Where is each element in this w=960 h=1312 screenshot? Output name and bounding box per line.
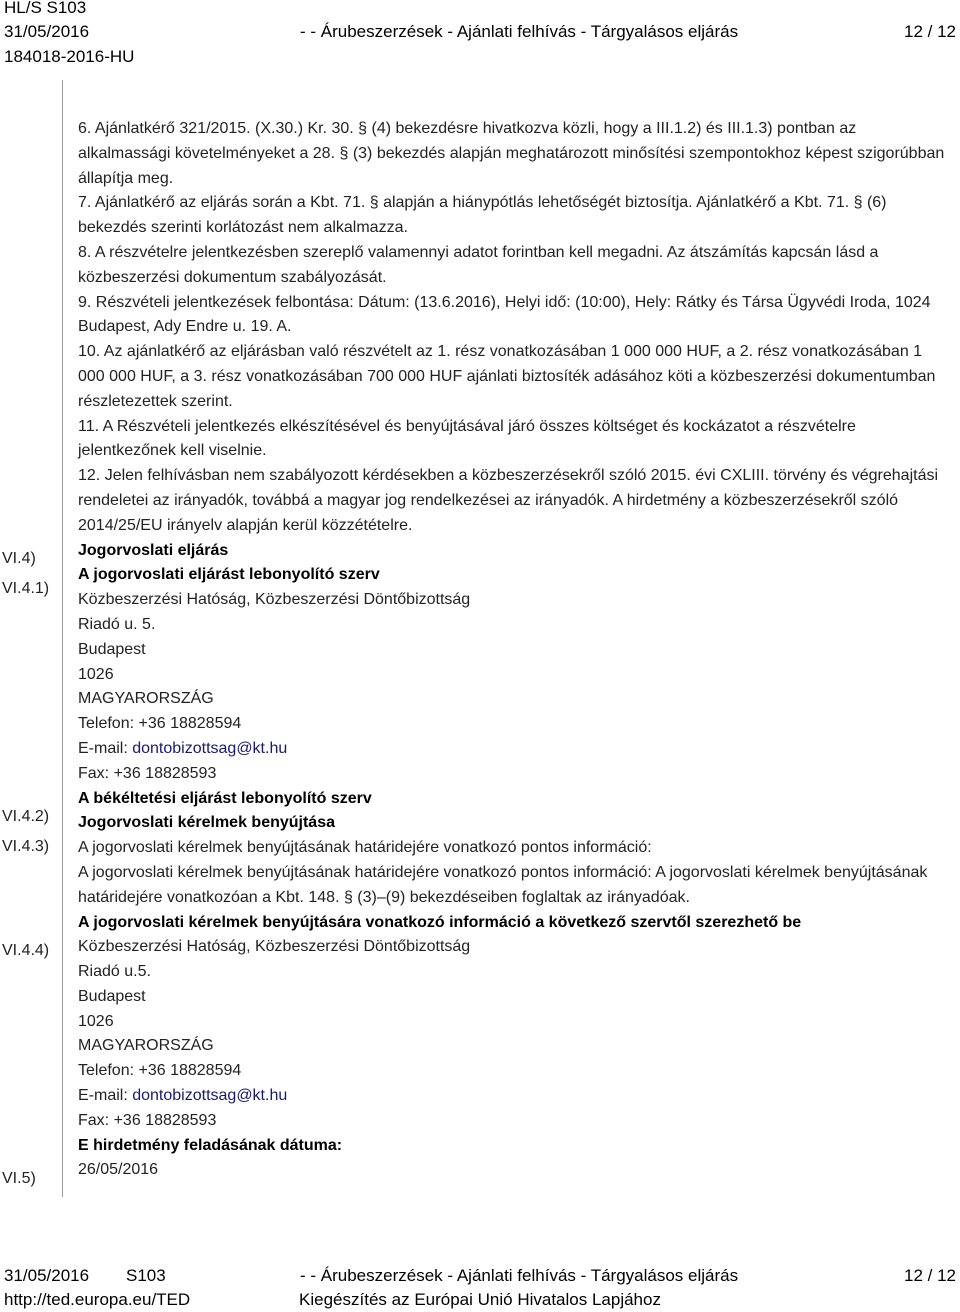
fax-label: Fax:: [78, 764, 110, 782]
section-title-vi4: Jogorvoslati eljárás: [78, 541, 229, 559]
info-body-city: Budapest: [78, 987, 146, 1005]
review-body-fax: [78, 762, 950, 787]
section-number-vi41: VI.4.1): [2, 580, 50, 597]
phone-label: Telefon:: [78, 715, 135, 733]
section-number-vi43: VI.4.3): [2, 838, 50, 855]
header-date: 31/05/2016: [4, 22, 90, 41]
fax-value: +36 18828593: [113, 1111, 217, 1129]
email-link[interactable]: dontobizottsag@kt.hu: [132, 1087, 288, 1105]
section-number-vi42: VI.4.2): [2, 808, 50, 825]
footer-date: 31/05/2016: [4, 1266, 90, 1285]
footer-page-number: 12 / 12: [904, 1266, 956, 1285]
email-link[interactable]: dontobizottsag@kt.hu: [132, 739, 288, 757]
review-body-city: Budapest: [78, 640, 146, 658]
section-number-vi44: VI.4.4): [2, 942, 50, 959]
info-body-country: MAGYARORSZÁG: [78, 1037, 214, 1055]
info-body-email: [78, 1084, 950, 1109]
review-deadline-line1: A jogorvoslati kérelmek benyújtásának határidejére vonatkozó pontos információ:: [78, 839, 652, 857]
review-body-street: Riadó u. 5.: [78, 615, 156, 633]
footer-title: - - Árubeszerzések - Ajánlati felhívás - Tárgyalásos eljárás: [300, 1266, 739, 1285]
body-item: 11. A Részvételi jelentkezés elkészítésével és benyújtásával járó összes költséget és kockázatot a részvételre jelentkezőnek kell viselnie.: [78, 417, 856, 460]
review-body-phone: [78, 712, 950, 737]
email-label: E-mail:: [78, 1087, 128, 1105]
info-body-fax: [78, 1109, 950, 1134]
fax-value: +36 18828593: [113, 764, 217, 782]
phone-label: Telefon:: [78, 1062, 135, 1080]
header-doc-code: HL/S S103: [4, 0, 87, 17]
header-notice-id: 184018-2016-HU: [4, 47, 135, 66]
main-content: [78, 117, 950, 1183]
section-title-vi41: A jogorvoslati eljárást lebonyolító szerv: [78, 566, 380, 584]
body-item: 7. Ajánlatkérő az eljárás során a Kbt. 71. § alapján a hiánypótlás lehetőségét biztosítja. Ajánlatkérő a Kbt. 71. § (6) bekezdés szerinti korlátozást nem alkalmazza.: [78, 194, 887, 237]
body-item: 12. Jelen felhívásban nem szabályozott kérdésekben a közbeszerzésekről szóló 2015. évi CXLIII. törvény és végrehajtási rendeletei az irányadók, továbbá a magyar jog rendelkezései az irányadók. A hirdetmény a közbeszerzésekről szóló 2014/25/EU irányelv alapján kerül közzétételre.: [78, 467, 939, 534]
footer-publisher: Kiegészítés az Európai Unió Hivatalos Lapjához: [299, 1290, 661, 1309]
section-title-vi44: A jogorvoslati kérelmek benyújtására vonatkozó információ a következő szervtől szerezhető be: [78, 913, 802, 931]
info-body-phone: [78, 1059, 950, 1084]
section-divider: [62, 80, 63, 1197]
footer-url-link[interactable]: http://ted.europa.eu/TED: [4, 1290, 191, 1309]
fax-label: Fax:: [78, 1111, 110, 1129]
info-body-street: Riadó u.5.: [78, 963, 151, 981]
review-body-postcode: 1026: [78, 665, 114, 683]
email-label: E-mail:: [78, 739, 128, 757]
body-item: 6. Ajánlatkérő 321/2015. (X.30.) Kr. 30. § (4) bekezdésre hivatkozva közli, hogy a III.1.2) és III.1.3) pontban az alkalmassági követelményeket a 28. § (3) bekezdés alapján meghatározott minősítési szempontokhoz képest szigorúbban állapítja meg.: [78, 120, 945, 187]
section-title-vi5: E hirdetmény feladásának dátuma:: [78, 1136, 343, 1154]
footer-doc-code: S103: [126, 1266, 166, 1285]
phone-value: +36 18828594: [138, 1062, 242, 1080]
section-title-vi42: A békéltetési eljárást lebonyolító szerv: [78, 789, 372, 807]
section-title-vi43: Jogorvoslati kérelmek benyújtása: [78, 814, 335, 832]
body-item: 10. Az ajánlatkérő az eljárásban való részvételt az 1. rész vonatkozásában 1 000 000 HUF, a 2. rész vonatkozásában 1 000 000 HUF, a 3. rész vonatkozásában 700 000 HUF ajánlati biztosíték adásához köti a közbeszerzési dokumentumban részletezettek szerint.: [78, 343, 936, 410]
header-title: - - Árubeszerzések - Ajánlati felhívás - Tárgyalásos eljárás: [300, 22, 739, 41]
section-number-vi5: VI.5): [2, 1170, 36, 1187]
dispatch-date: 26/05/2016: [78, 1161, 159, 1179]
review-body-email: [78, 737, 950, 762]
review-body-org: Közbeszerzési Hatóság, Közbeszerzési Döntőbizottság: [78, 591, 471, 609]
review-deadline-line2: A jogorvoslati kérelmek benyújtásának határidejére vonatkozó pontos információ: A jogorvoslati kérelmek benyújtásának határidejére vonatkozóan a Kbt. 148. § (3)–(9) bekezdéseiben foglaltak az irányadóak.: [78, 863, 928, 906]
info-body-org: Közbeszerzési Hatóság, Közbeszerzési Döntőbizottság: [78, 938, 471, 956]
section-number-vi4: VI.4): [2, 550, 36, 567]
phone-value: +36 18828594: [138, 715, 242, 733]
info-body-postcode: 1026: [78, 1012, 114, 1030]
body-item: 8. A részvételre jelentkezésben szereplő valamennyi adatot forintban kell megadni. Az átszámítás kapcsán lásd a közbeszerzési dokumentum szabályozását.: [78, 243, 879, 286]
review-body-country: MAGYARORSZÁG: [78, 690, 214, 708]
header-page-number: 12 / 12: [904, 22, 956, 41]
body-item: 9. Részvételi jelentkezések felbontása: Dátum: (13.6.2016), Helyi idő: (10:00), Hely: Rátky és Társa Ügyvédi Iroda, 1024 Budapest, Ady Endre u. 19. A.: [78, 293, 931, 336]
